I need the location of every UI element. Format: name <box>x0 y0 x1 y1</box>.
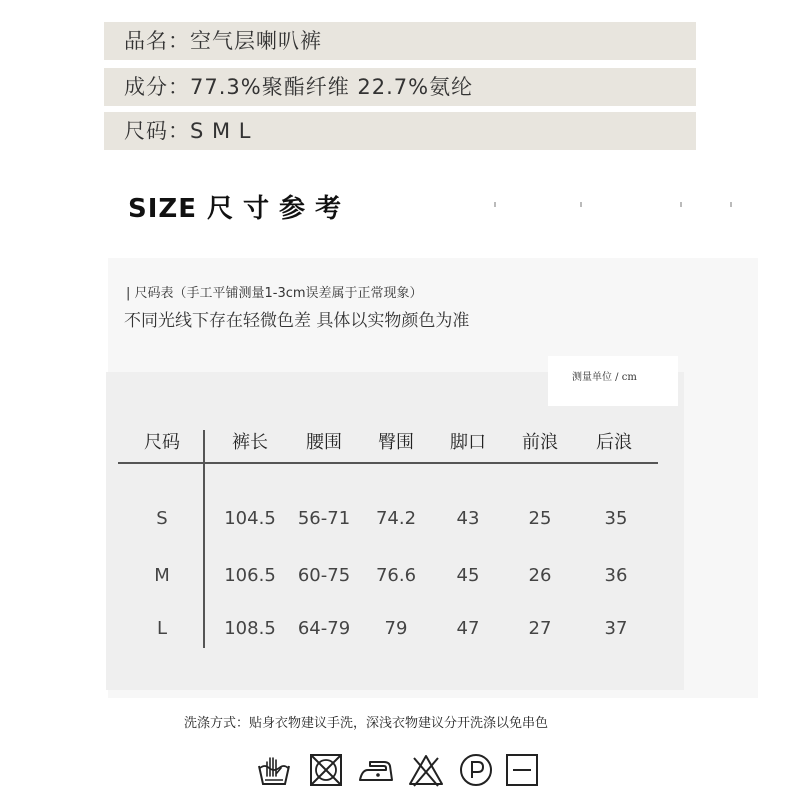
table-cell: 76.6 <box>375 565 417 586</box>
measurement-unit: 测量单位 / cm <box>572 372 637 383</box>
do-not-bleach-icon <box>408 752 444 788</box>
table-cell: S <box>156 508 168 529</box>
table-cell: 74.2 <box>375 508 417 529</box>
table-header-cell: 前浪 <box>522 432 558 453</box>
care-instructions: 洗涤方式：贴身衣物建议手洗，深浅衣物建议分开洗涤以免串色 <box>184 716 549 731</box>
table-cell: L <box>156 618 168 639</box>
table-cell: 27 <box>528 618 552 639</box>
size-options-bar <box>104 112 696 150</box>
table-cell: M <box>154 565 170 586</box>
decor-dot <box>494 202 496 207</box>
iron-low-heat-icon <box>356 752 396 788</box>
hand-wash-icon <box>256 752 292 788</box>
decor-dot <box>580 202 582 207</box>
table-header-cell: 腰围 <box>306 432 342 453</box>
size-heading-cn: 尺寸参考 <box>207 194 352 224</box>
size-heading <box>128 188 351 225</box>
table-cell: 43 <box>456 508 480 529</box>
table-cell: 36 <box>604 565 628 586</box>
product-sizes: 尺码：S M L <box>124 119 252 143</box>
color-difference-note: 不同光线下存在轻微色差 具体以实物颜色为准 <box>124 311 470 331</box>
table-cell: 26 <box>528 565 552 586</box>
composition-bar <box>104 68 696 106</box>
table-header-divider <box>118 462 658 464</box>
table-cell: 56-71 <box>297 508 351 529</box>
table-cell: 64-79 <box>297 618 351 639</box>
size-chart-inner <box>106 372 684 690</box>
product-composition: 成分：77.3%聚酯纤维 22.7%氨纶 <box>124 75 474 99</box>
table-header-cell: 臀围 <box>378 432 414 453</box>
table-cell: 79 <box>384 618 408 639</box>
product-name-bar <box>104 22 696 60</box>
table-cell: 60-75 <box>297 565 351 586</box>
measurement-note: | 尺码表（手工平铺测量1-3cm误差属于正常现象） <box>126 286 423 301</box>
table-header-cell: 裤长 <box>232 432 268 453</box>
table-cell: 45 <box>456 565 480 586</box>
professional-dry-clean-p-icon <box>458 752 494 788</box>
table-cell: 108.5 <box>224 618 276 639</box>
table-cell: 106.5 <box>224 565 276 586</box>
decor-dot <box>680 202 682 207</box>
product-name: 品名：空气层喇叭裤 <box>124 29 322 53</box>
dry-flat-icon <box>504 752 540 788</box>
table-header-cell: 尺码 <box>144 432 180 453</box>
table-cell: 47 <box>456 618 480 639</box>
table-header-cell: 后浪 <box>596 432 632 453</box>
size-heading-en: SIZE <box>128 194 198 224</box>
do-not-tumble-dry-icon <box>308 752 344 788</box>
table-cell: 37 <box>604 618 628 639</box>
table-cell: 35 <box>604 508 628 529</box>
table-header-cell: 脚口 <box>450 432 486 453</box>
decor-dot <box>730 202 732 207</box>
table-cell: 104.5 <box>224 508 276 529</box>
table-column-divider <box>203 430 205 648</box>
table-cell: 25 <box>528 508 552 529</box>
